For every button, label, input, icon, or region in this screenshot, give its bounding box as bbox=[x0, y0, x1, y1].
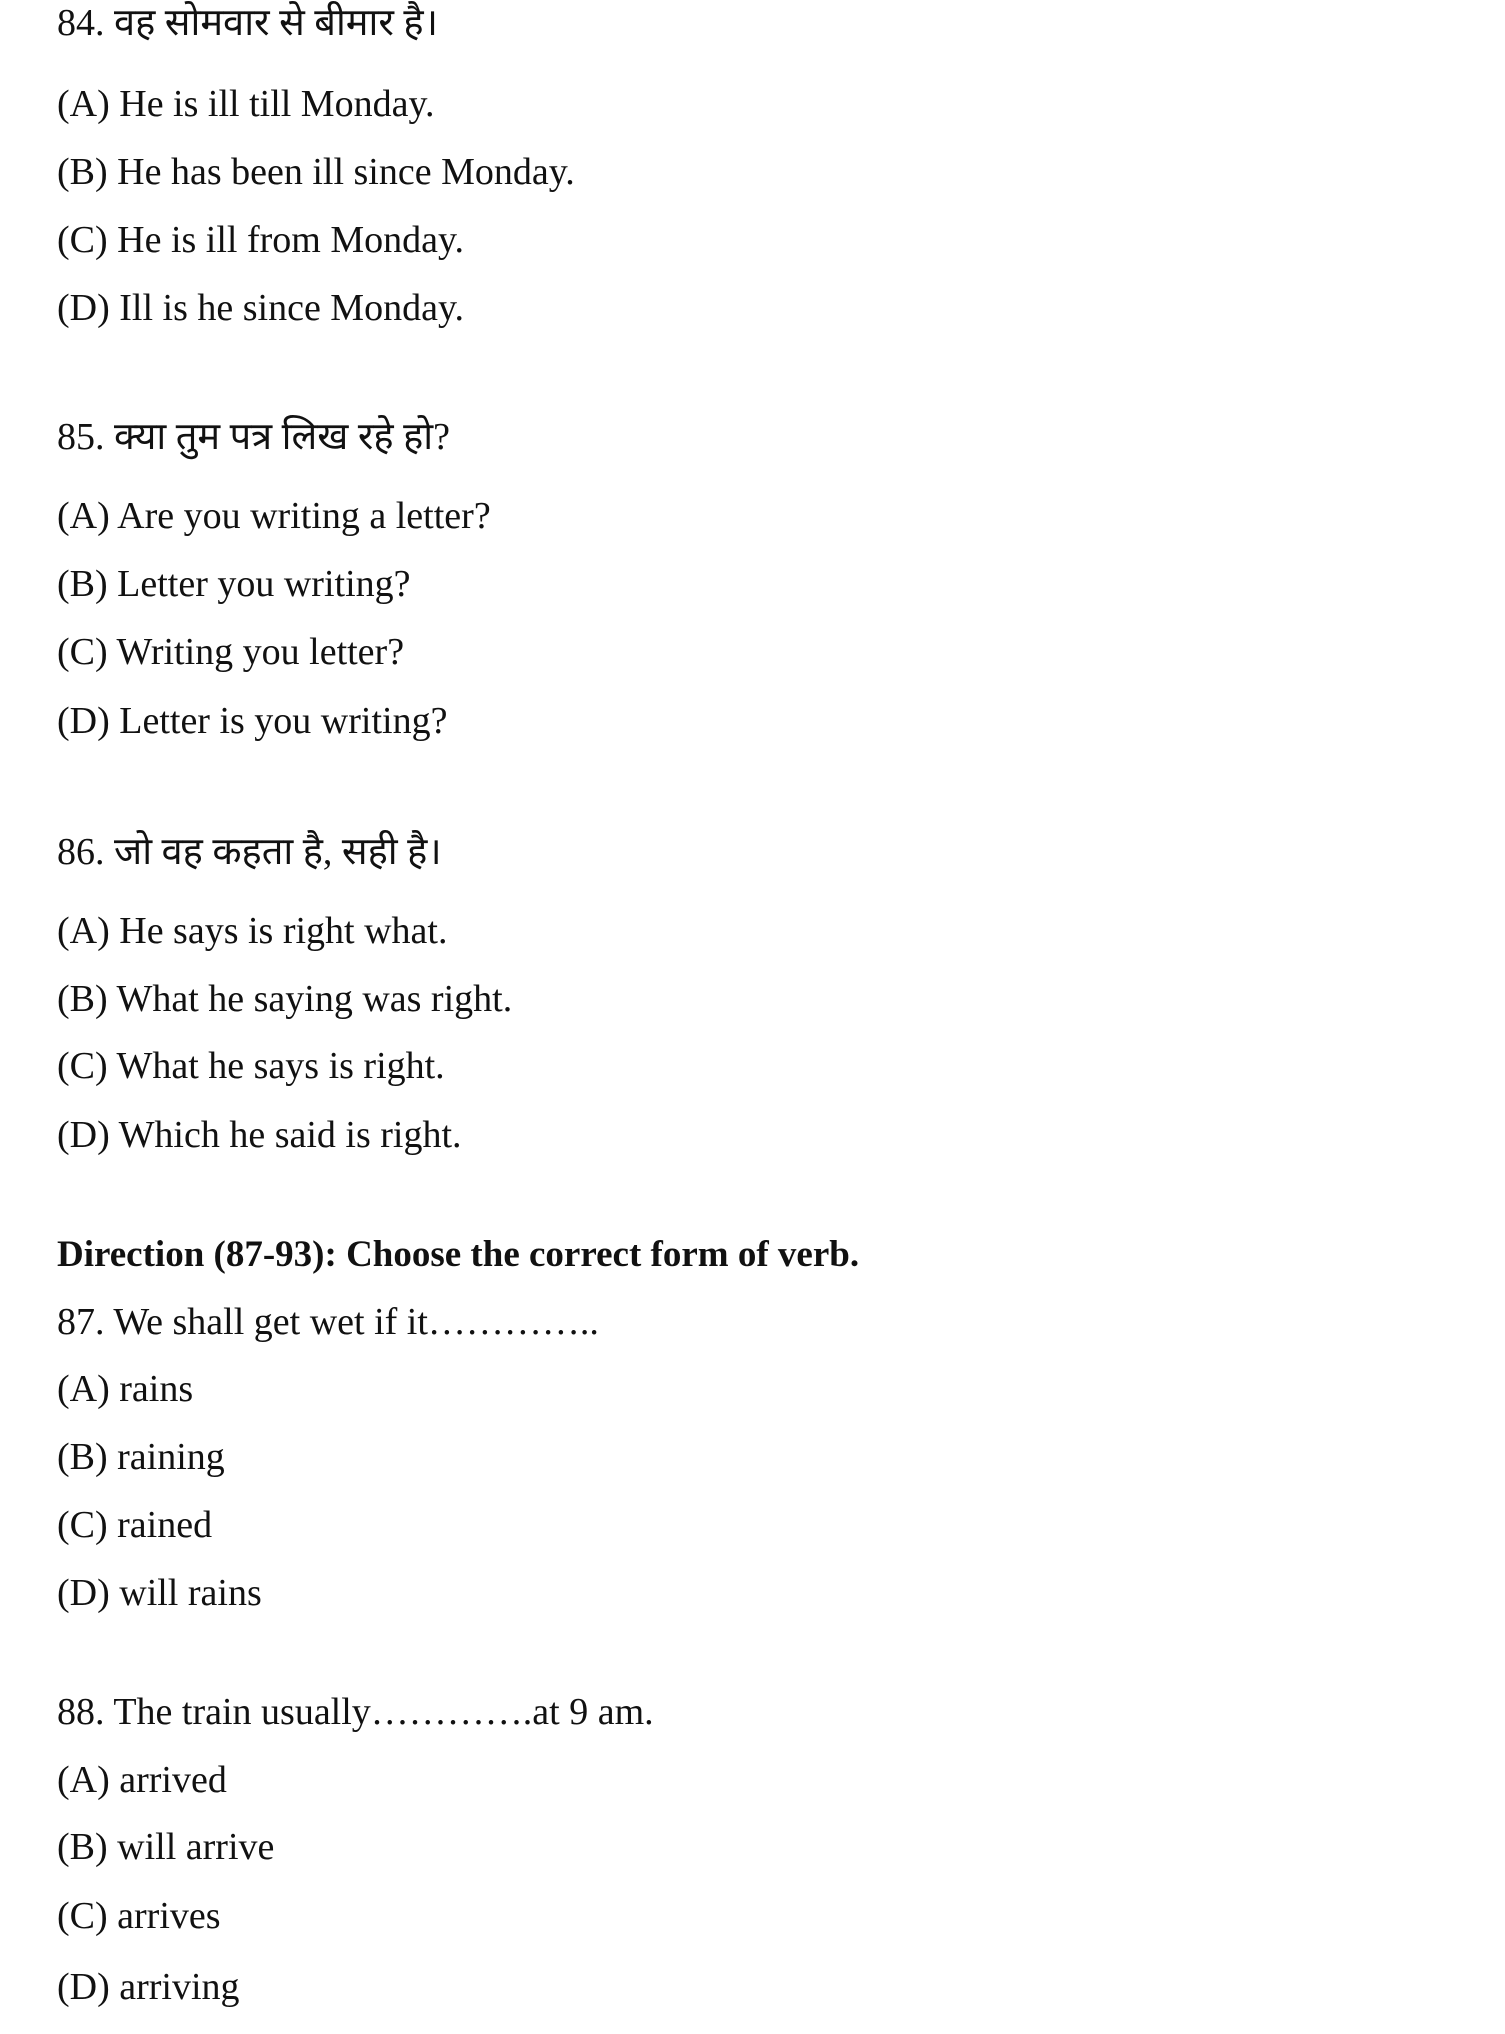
question-88-option-a: (A) arrived bbox=[57, 1759, 227, 1801]
question-84-prompt: 84. वह सोमवार से बीमार है। bbox=[57, 2, 438, 44]
question-86-option-b: (B) What he saying was right. bbox=[57, 978, 513, 1020]
question-87-option-c: (C) rained bbox=[57, 1504, 213, 1546]
question-85-prompt: 85. क्या तुम पत्र लिख रहे हो? bbox=[57, 416, 450, 458]
question-87-option-a: (A) rains bbox=[57, 1368, 194, 1410]
question-86-option-d: (D) Which he said is right. bbox=[57, 1114, 462, 1156]
question-88-option-c: (C) arrives bbox=[57, 1895, 221, 1937]
question-86-prompt: 86. जो वह कहता है, सही है। bbox=[57, 831, 442, 873]
question-85-option-c: (C) Writing you letter? bbox=[57, 631, 405, 673]
question-88-option-b: (B) will arrive bbox=[57, 1826, 275, 1868]
question-85-option-d: (D) Letter is you writing? bbox=[57, 700, 448, 742]
question-87-prompt: 87. We shall get wet if it………….. bbox=[57, 1301, 599, 1343]
question-84-option-b: (B) He has been ill since Monday. bbox=[57, 151, 575, 193]
question-84-option-d: (D) Ill is he since Monday. bbox=[57, 287, 464, 329]
question-84-option-c: (C) He is ill from Monday. bbox=[57, 219, 465, 261]
question-88-prompt: 88. The train usually………….at 9 am. bbox=[57, 1691, 654, 1733]
question-86-option-c: (C) What he says is right. bbox=[57, 1045, 445, 1087]
question-87-option-d: (D) will rains bbox=[57, 1572, 262, 1614]
question-88-option-d: (D) arriving bbox=[57, 1966, 240, 2008]
question-84-option-a: (A) He is ill till Monday. bbox=[57, 83, 435, 125]
direction-heading: Direction (87-93): Choose the correct form of verb. bbox=[57, 1234, 860, 1275]
question-85-option-b: (B) Letter you writing? bbox=[57, 563, 411, 605]
question-85-option-a: (A) Are you writing a letter? bbox=[57, 495, 491, 537]
question-86-option-a: (A) He says is right what. bbox=[57, 910, 448, 952]
question-87-option-b: (B) raining bbox=[57, 1436, 225, 1478]
